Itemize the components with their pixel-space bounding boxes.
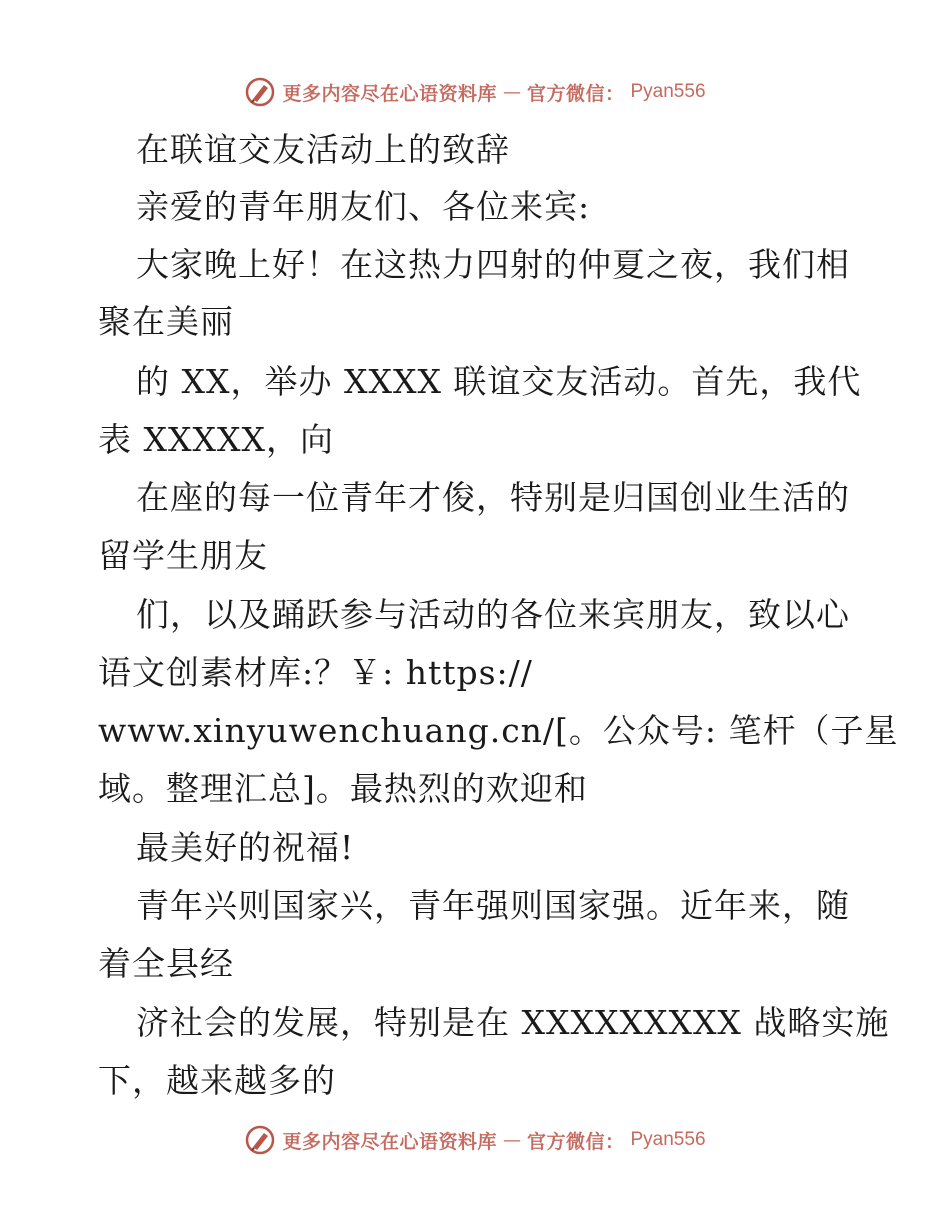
text-line: 着全县经 — [98, 944, 234, 983]
watermark-header — [0, 72, 950, 112]
text-line: 留学生朋友 — [98, 536, 268, 575]
watermark-wechat-id: Pyan556 — [630, 81, 706, 102]
watermark-brand: 更多内容尽在心语资料库 — [282, 1130, 497, 1153]
text-line: 在座的每一位青年才俊，特别是归国创业生活的 — [136, 478, 850, 517]
text-line: 大家晚上好！在这热力四射的仲夏之夜，我们相 — [136, 245, 850, 284]
text-line: www.xinyuwenchuang.cn/[。公众号: 笔杆（子星 — [98, 711, 899, 750]
text-line: 聚在美丽 — [98, 302, 234, 341]
watermark-wechat-label: 官方微信： — [526, 82, 625, 105]
text-line: 青年兴则国家兴，青年强则国家强。近年来，随 — [136, 886, 850, 925]
pen-logo-icon — [244, 76, 276, 108]
text-line: 语文创素材库:？￥: https:// — [98, 653, 533, 692]
document-title: 在联谊交友活动上的致辞 — [136, 130, 510, 169]
text-line: 表 XXXXX，向 — [98, 420, 334, 459]
text-line: 下，越来越多的 — [98, 1061, 336, 1100]
watermark-wechat-label: 官方微信： — [526, 1130, 625, 1153]
text-line: 域。整理汇总]。最热烈的欢迎和 — [98, 769, 588, 808]
watermark-footer — [0, 1120, 950, 1160]
watermark-separator: — — [502, 1129, 521, 1151]
watermark-brand: 更多内容尽在心语资料库 — [282, 82, 497, 105]
text-line: 亲爱的青年朋友们、各位来宾: — [136, 187, 591, 226]
text-line: 们，以及踊跃参与活动的各位来宾朋友，致以心 — [136, 595, 850, 634]
watermark-separator: — — [502, 81, 521, 103]
pen-logo-icon — [244, 1124, 276, 1156]
text-line: 济社会的发展，特别是在 XXXXXXXXX 战略实施 — [136, 1003, 890, 1042]
text-line: 最美好的祝福! — [136, 828, 355, 867]
text-line: 的 XX，举办 XXXX 联谊交友活动。首先，我代 — [136, 362, 862, 401]
watermark-wechat-id: Pyan556 — [630, 1129, 706, 1150]
